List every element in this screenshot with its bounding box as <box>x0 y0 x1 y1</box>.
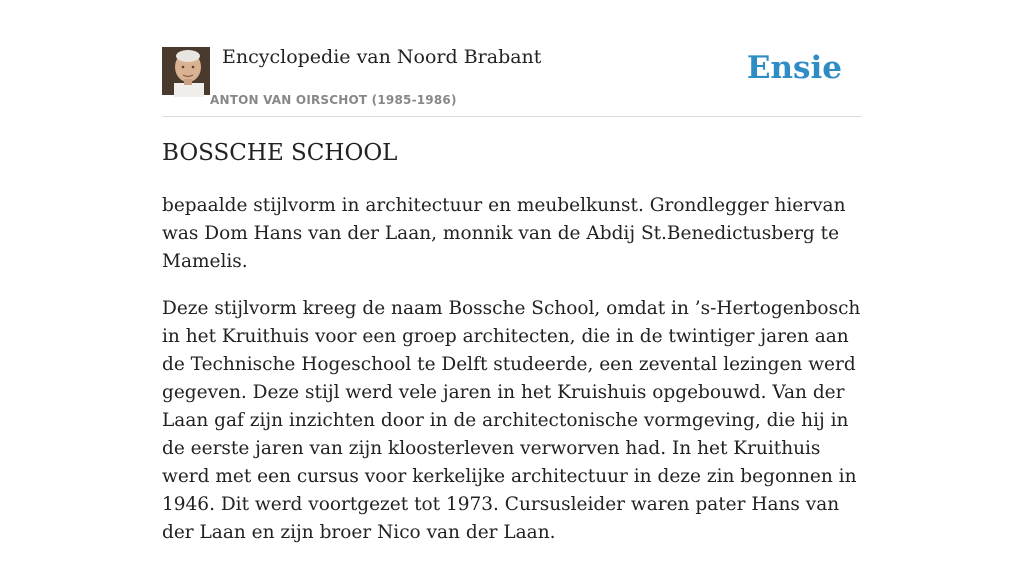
entry-paragraph: Deze stijlvorm kreeg de naam Bossche School, omdat in ’s-Hertogenbosch in het Kruithuis voor een groep architecten, die in de twintiger jaren aan de Technische Hogeschool te Delft studeerde, een zevental lezingen werd gegeven. Deze stijl werd vele jaren in het Kruishuis opgebouwd. Van der Laan gaf zijn inzichten door in de architectonische vormgeving, die hij in de eerste jaren van zijn kloosterleven verworven had. In het Kruithuis werd met een cursus voor kerkelijke architectuur in deze zin begonnen in 1946. Dit werd voortgezet tot 1973. Cursusleider waren pater Hans van der Laan en zijn broer Nico van der Laan. <box>162 298 861 543</box>
entry-title: BOSSCHE SCHOOL <box>162 140 398 166</box>
author-name[interactable]: ANTON VAN OIRSCHOT (1985-1986) <box>210 93 457 107</box>
brand-logo[interactable]: Ensie <box>746 50 842 86</box>
entry-content <box>162 192 867 566</box>
person-icon <box>162 47 210 95</box>
author-avatar[interactable] <box>162 47 210 95</box>
entry-paragraph: bepaalde stijlvorm in architectuur en meubelkunst. Grondlegger hiervan was Dom Hans van der Laan, monnik van de Abdij St.Benedictusberg te Mamelis. <box>162 195 846 272</box>
page-container <box>162 0 862 543</box>
book-title[interactable]: Encyclopedie van Noord Brabant <box>222 46 542 68</box>
page-header <box>162 0 862 117</box>
